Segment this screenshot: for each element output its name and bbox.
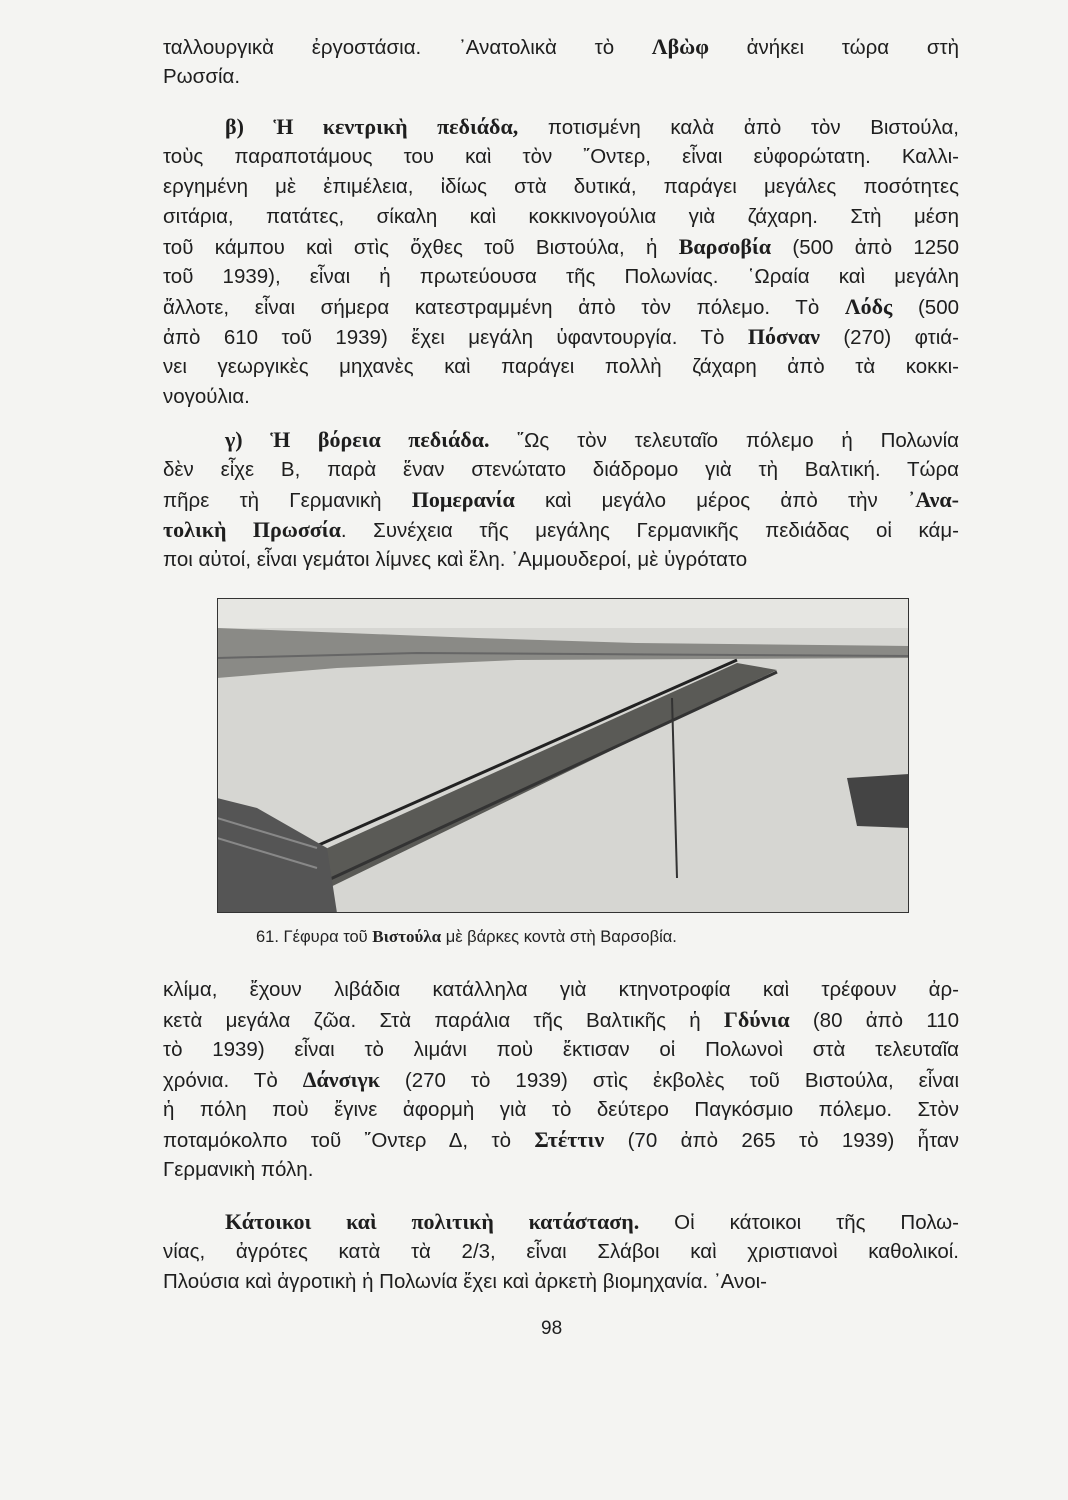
text-line <box>163 112 959 142</box>
text-line <box>163 1125 959 1155</box>
text-segment: . Συνέχεια τῆς μεγάλης Γερμανικῆς πεδιάδας οἱ κάμ- <box>340 519 959 542</box>
page-number: 98 <box>541 1318 563 1339</box>
text-line <box>163 232 959 262</box>
text-line <box>163 142 959 172</box>
text-line <box>163 382 959 412</box>
paragraph-central-plain <box>163 112 959 412</box>
text-segment: νίας, ἀγρότες κατὰ τὰ 2/3, εἶναι Σλάβοι καὶ χριστιανοὶ καθολικοί. <box>163 1240 959 1263</box>
text-segment: σιτάρια, πατάτες, σίκαλη καὶ κοκκινογούλια γιὰ ζάχαρη. Στὴ μέση <box>163 205 959 228</box>
bold-term: Λβὼφ <box>651 34 709 59</box>
text-segment: τοῦ 1939), εἶναι ἡ πρωτεύουσα τῆς Πολωνίας. ῾Ωραία καὶ μεγάλη <box>163 265 959 288</box>
text-line <box>163 1207 959 1237</box>
caption-text: 61. Γέφυρα τοῦ <box>256 928 373 946</box>
bold-term: Λόδς <box>844 294 893 319</box>
text-segment: νογούλια. <box>163 385 250 408</box>
bold-term: ᾿Ανα- <box>907 487 959 512</box>
text-segment: (270) φτιά- <box>819 326 959 349</box>
text-line <box>163 1095 959 1125</box>
text-line <box>163 262 959 292</box>
text-line <box>163 425 959 455</box>
photo-caption <box>256 927 677 947</box>
text-line <box>163 32 959 62</box>
text-segment: Γερμανικὴ πόλη. <box>163 1158 314 1181</box>
text-segment: ταλλουργικὰ ἐργοστάσια. ᾿Ανατολικὰ τὸ <box>163 36 652 59</box>
bold-term: β) Ἡ κεντρικὴ πεδιάδα, <box>225 114 519 139</box>
bold-term: Πόσναν <box>747 324 820 349</box>
paragraph-inhabitants <box>163 1207 959 1297</box>
text-segment: (80 ἀπὸ 110 <box>789 1009 959 1032</box>
text-segment: δὲν εἶχε Β, παρὰ ἕναν στενώτατο διάδρομο γιὰ τὴ Βαλτική. Τώρα <box>163 458 959 481</box>
paragraph-northern-plain <box>163 425 959 575</box>
text-line <box>163 455 959 485</box>
text-segment: (500 <box>892 296 959 319</box>
bold-term: Πομερανία <box>411 487 515 512</box>
text-segment: πῆρε τὴ Γερμανικὴ <box>163 489 412 512</box>
bold-term: Στέττιν <box>534 1127 605 1152</box>
text-line <box>163 202 959 232</box>
text-segment: (270 τὸ 1939) στὶς ἐκβολὲς τοῦ Βιστούλα, εἶναι <box>379 1069 959 1092</box>
bold-term: γ) Ἡ βόρεια πεδιάδα. <box>225 427 490 452</box>
text-line <box>163 1065 959 1095</box>
photo-vistula-bridge <box>217 598 909 913</box>
text-line <box>163 62 959 92</box>
text-line <box>163 1035 959 1065</box>
text-segment: τοὺς παραποτάμους του καὶ τὸν ῎Οντερ, εἶναι εὐφορώτατη. Καλλι- <box>163 145 959 168</box>
text-segment: τοῦ κάμπου καὶ στὶς ὄχθες τοῦ Βιστούλα, ἡ <box>163 236 679 259</box>
text-line <box>163 1237 959 1267</box>
paragraph-intro <box>163 32 959 92</box>
text-segment: ἡ πόλη ποὺ ἔγινε ἀφορμὴ γιὰ τὸ δεύτερο Παγκόσμιο πόλεμο. Στὸν <box>163 1098 959 1121</box>
text-segment: νει γεωργικὲς μηχανὲς καὶ παράγει πολλὴ ζάχαρη ἀπὸ τὰ κοκκι- <box>163 355 959 378</box>
text-segment: Οἱ κάτοικοι τῆς Πολω- <box>639 1211 959 1234</box>
text-segment: ποι αὐτοί, εἶναι γεμάτοι λίμνες καὶ ἕλη. ᾿Αμμουδεροί, μὲ ὑγρότατο <box>163 548 748 571</box>
text-line <box>163 975 959 1005</box>
text-segment: ποτισμένη καλὰ ἀπὸ τὸν Βιστούλα, <box>518 116 959 139</box>
bold-term: τολικὴ Πρωσσία <box>163 517 341 542</box>
text-segment: ῞Ως τὸν τελευταῖο πόλεμο ἡ Πολωνία <box>489 429 959 452</box>
text-segment: (70 ἀπὸ 265 τὸ 1939) ἦταν <box>604 1129 959 1152</box>
text-segment: Ρωσσία. <box>163 65 241 88</box>
bold-term: Κάτοικοι καὶ πολιτικὴ κατάσταση. <box>225 1209 640 1234</box>
text-segment: καὶ μεγάλο μέρος ἀπὸ τὴν <box>514 489 908 512</box>
text-segment: ἀπὸ 610 τοῦ 1939) ἔχει μεγάλη ὑφαντουργία. Τὸ <box>163 326 748 349</box>
text-segment: κλίμα, ἔχουν λιβάδια κατάλληλα γιὰ κτηνοτροφία καὶ τρέφουν ἀρ- <box>163 978 959 1001</box>
text-segment: (500 ἀπὸ 1250 <box>771 236 959 259</box>
bold-term: Βαρσοβία <box>678 234 772 259</box>
paragraph-climate <box>163 975 959 1185</box>
text-segment: ποταμόκολπο τοῦ ῎Οντερ Δ, τὸ <box>163 1129 535 1152</box>
text-line <box>163 485 959 515</box>
text-segment: τὸ 1939) εἶναι τὸ λιμάνι ποὺ ἔκτισαν οἱ Πολωνοὶ στὰ τελευταῖα <box>163 1038 959 1061</box>
text-segment: κετὰ μεγάλα ζῶα. Στὰ παράλια τῆς Βαλτικῆς ἡ <box>163 1009 724 1032</box>
text-line <box>163 1155 959 1185</box>
bold-term: Γδύνια <box>723 1007 790 1032</box>
text-segment: χρόνια. Τὸ <box>163 1069 303 1092</box>
text-line <box>163 1005 959 1035</box>
bold-term: Δάνσιγκ <box>302 1067 380 1092</box>
text-segment: Πλούσια καὶ ἀγροτικὴ ἡ Πολωνία ἔχει καὶ ἀρκετὴ βιομηχανία. ᾿Ανοι- <box>163 1270 768 1293</box>
text-line <box>163 322 959 352</box>
text-line <box>163 515 959 545</box>
text-segment: ἀνήκει τώρα στὴ <box>708 36 959 59</box>
text-line <box>163 292 959 322</box>
caption-bold-text: Βιστούλα <box>372 927 442 946</box>
text-segment: ἄλλοτε, εἶναι σήμερα κατεστραμμένη ἀπὸ τὸν πόλεμο. Τὸ <box>163 296 845 319</box>
text-line <box>163 545 959 575</box>
text-line <box>163 172 959 202</box>
text-line <box>163 1267 959 1297</box>
text-line <box>163 352 959 382</box>
text-segment: εργημένη μὲ ἐπιμέλεια, ἰδίως στὰ δυτικά, παράγει μεγάλες ποσότητες <box>163 175 959 198</box>
caption-text-rest: μὲ βάρκες κοντὰ στὴ Βαρσοβία. <box>441 928 677 946</box>
